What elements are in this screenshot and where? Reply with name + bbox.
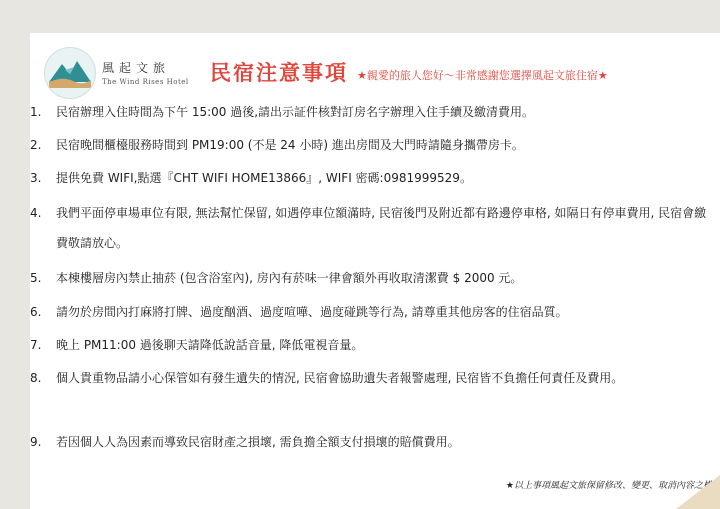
rule-text: 若因個人人為因素而導致民宿財產之損壞, 需負擔全額支付損壞的賠償費用。 <box>56 435 460 449</box>
rule-number: 4. <box>30 206 42 220</box>
rule-text: 個人貴重物品請小心保管如有發生遺失的情況, 民宿會協助遺失者報警處理, 民宿皆不負擔任何責任及費用。 <box>56 371 624 385</box>
rule-text: 晚上 PM11:00 過後聊天請降低說話音量, 降低電視音量。 <box>56 338 364 352</box>
notice-title: 民宿注意事項 <box>210 60 348 85</box>
notice-subtitle: ★親愛的旅人您好～非常感謝您選擇風起文旅住宿★ <box>357 69 608 82</box>
rule-number: 2. <box>30 138 42 152</box>
rule-number: 9. <box>30 435 42 449</box>
rules-list <box>30 33 720 509</box>
notice-sheet <box>30 33 720 509</box>
rule-text: 本棟樓層房內禁止抽菸 (包含浴室內), 房內有菸味一律會額外再收取清潔費 $ 2000 元。 <box>56 271 523 285</box>
rule-number: 7. <box>30 338 42 352</box>
rule-number: 1. <box>30 105 42 119</box>
rule-text: 請勿於房間內打麻將打牌、過度酗酒、過度喧嘩、過度碰跳等行為, 請尊重其他房客的住宿品質。 <box>56 305 568 319</box>
rule-text: 民宿晚間櫃檯服務時間到 PM19:00 (不是 24 小時) 進出房間及大門時請隨身攜帶房卡。 <box>56 138 524 152</box>
rule-text: 民宿辦理入住時間為下午 15:00 過後,請出示証件核對訂房名字辦理入住手續及繳清費用。 <box>56 105 535 119</box>
rule-number: 8. <box>30 371 42 385</box>
rule-text: 我們平面停車場車位有限, 無法幫忙保留, 如遇停車位額滿時, 民宿後門及附近都有路邊停車格, 如隔日有停車費用, 民宿會繳費敬請放心。 <box>56 206 707 250</box>
footer-note: ★以上事項風起文旅保留修改、變更、取消內容之權 <box>505 481 712 491</box>
corner-decoration <box>676 475 720 509</box>
rule-number: 3. <box>30 171 42 185</box>
rule-number: 5. <box>30 271 42 285</box>
rule-text: 提供免費 WIFI,點選『CHT WIFI HOME13866』, WIFI 密碼:0981999529。 <box>56 171 472 185</box>
brand-english-name: The Wind Rises Hotel <box>102 78 189 86</box>
brand-name: 風起文旅 <box>102 61 171 75</box>
rule-number: 6. <box>30 305 42 319</box>
